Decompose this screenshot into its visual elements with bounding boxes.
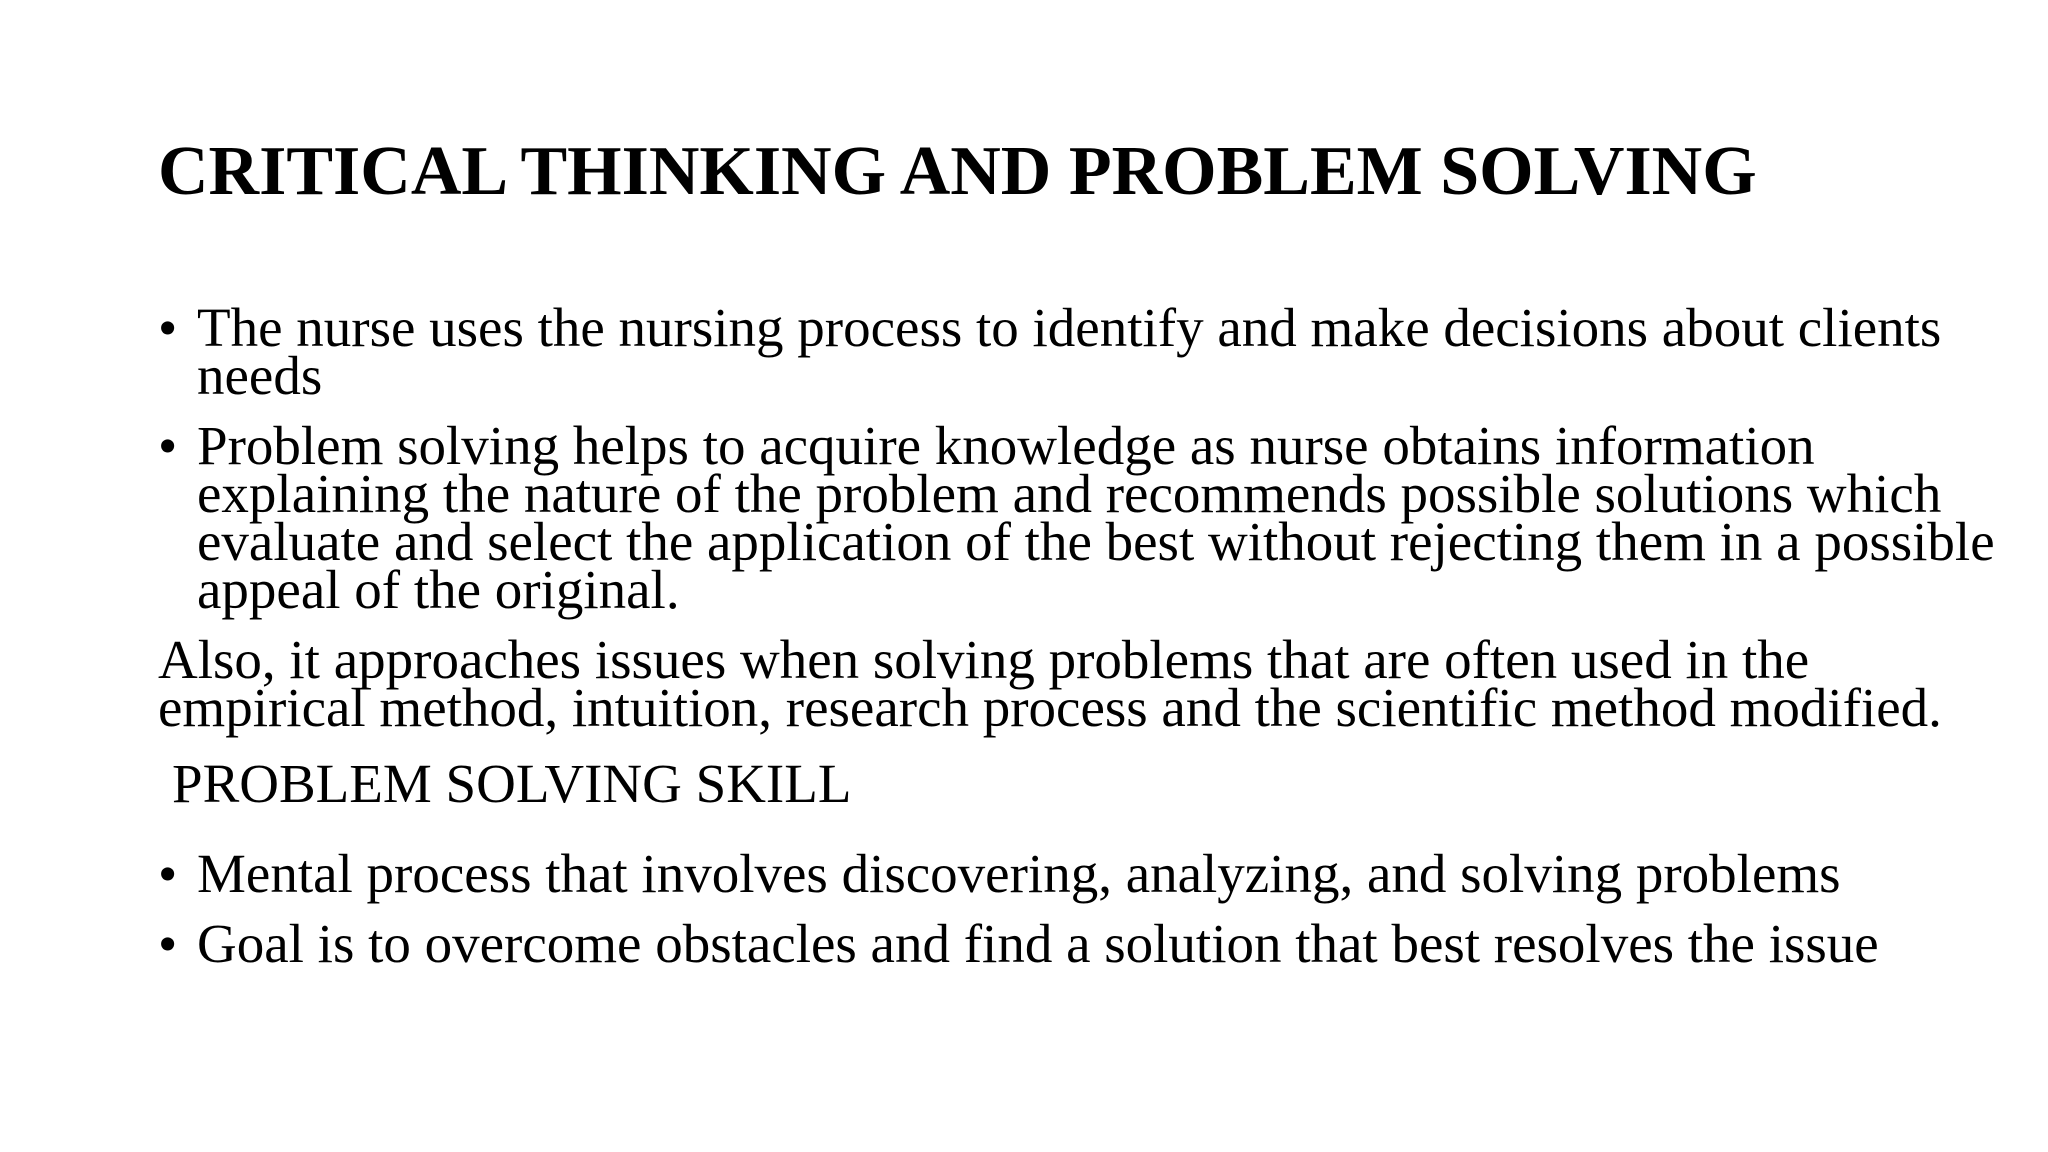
section-heading: PROBLEM SOLVING SKILL [172, 753, 852, 814]
bullet-dot-icon: • [158, 415, 178, 476]
bullet-dot-icon: • [158, 843, 178, 904]
bullet-dot-icon: • [158, 297, 178, 358]
body-paragraph: Also, it approaches issues when solving problems that are often used in the empirical method, intuition, research process and the scientific method modified. [158, 629, 1942, 738]
bullet-text: The nurse uses the nursing process to identify and make decisions about clients needs [197, 297, 1942, 406]
slide-body [158, 297, 1998, 984]
bullet-text: Goal is to overcome obstacles and find a solution that best resolves the issue [197, 913, 1879, 974]
slide-title: CRITICAL THINKING AND PROBLEM SOLVING [158, 133, 1757, 210]
bullet-item [158, 415, 1998, 620]
bullet-item [158, 297, 1998, 406]
bullet-item [158, 844, 1998, 904]
bullet-text: Mental process that involves discovering, analyzing, and solving problems [197, 843, 1841, 904]
bullet-text: Problem solving helps to acquire knowledge as nurse obtains information explaining the nature of the problem and recommends possible solutions which evaluate and select the application of the best without rejecting them in a possible appeal of the original. [197, 415, 1995, 620]
bullet-item [158, 914, 1998, 974]
bullet-dot-icon: • [158, 913, 178, 974]
